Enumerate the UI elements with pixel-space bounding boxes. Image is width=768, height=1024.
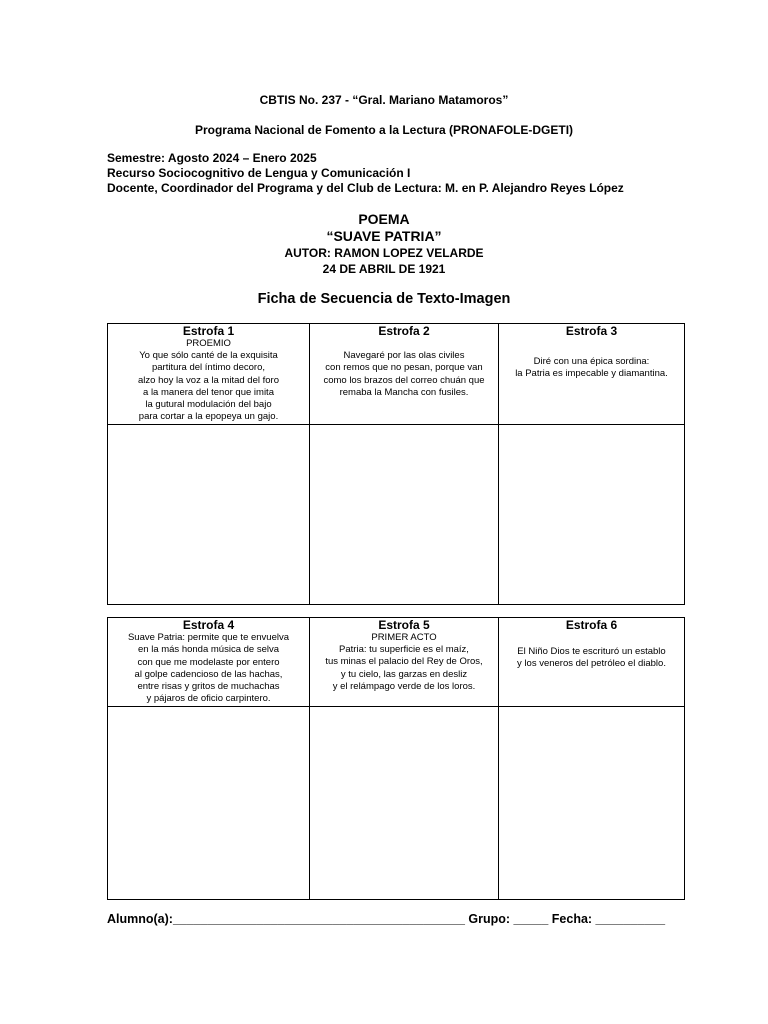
stanza-text: El Niño Dios te escrituró un establo y los veneros del petróleo el diablo. (517, 646, 666, 670)
stanza-text: Yo que sólo canté de la exquisita partitura del íntimo decoro, alzo hoy la voz a la mitad del foro a la manera del tenor que imita la gutural modulación del bajo para cortar a la epopeya un gajo. (138, 350, 279, 423)
school-name: CBTIS No. 237 - “Gral. Mariano Matamoros” (259, 93, 509, 107)
stanza-subheading: PRIMER ACTO (371, 632, 437, 643)
stanza-text: Diré con una épica sordina: la Patria es impecable y diamantina. (515, 356, 668, 380)
stanza-cell-2 (310, 324, 499, 425)
stanza-heading: Estrofa 1 (182, 324, 235, 338)
stanza-table-top (107, 323, 685, 605)
student-info-line[interactable]: Alumno(a):__________________________________________ Grupo: _____ Fecha: __________ (107, 912, 666, 926)
drawing-box-1[interactable] (108, 424, 310, 604)
stanza-text: Patria: tu superficie es el maíz, tus minas el palacio del Rey de Oros, y tu cielo, las garzas en desliz y el relámpago verde de los loros. (325, 644, 483, 692)
poem-date: 24 DE ABRIL DE 1921 (322, 262, 446, 276)
stanza-heading: Estrofa 6 (565, 618, 618, 632)
stanza-cell-3 (499, 324, 685, 425)
teacher-line: Docente, Coordinador del Programa y del Club de Lectura: M. en P. Alejandro Reyes López (107, 181, 624, 195)
poem-label: POEMA (358, 211, 410, 227)
semester-line: Semestre: Agosto 2024 – Enero 2025 (107, 151, 317, 165)
stanza-cell-1 (108, 324, 310, 425)
drawing-box-6[interactable] (499, 706, 685, 899)
resource-line: Recurso Sociocognitivo de Lengua y Comunicación I (107, 166, 411, 180)
stanza-table-bottom (107, 617, 685, 900)
poem-author: AUTOR: RAMON LOPEZ VELARDE (284, 246, 484, 260)
drawing-box-4[interactable] (108, 706, 310, 899)
stanza-text: Suave Patria: permite que te envuelva en la más honda música de selva con que me modelaste por entero al golpe cadencioso de las hachas, entre risas y gritos de muchachas y pájaros de oficio carpintero. (127, 632, 290, 705)
stanza-cell-6 (499, 618, 685, 707)
sheet-title: Ficha de Secuencia de Texto-Imagen (257, 291, 511, 307)
drawing-box-5[interactable] (310, 706, 499, 899)
stanza-heading: Estrofa 2 (378, 324, 430, 338)
stanza-heading: Estrofa 3 (565, 324, 618, 338)
stanza-heading: Estrofa 5 (378, 618, 430, 632)
stanza-cell-5 (310, 618, 499, 707)
stanza-cell-4 (108, 618, 310, 707)
stanza-heading: Estrofa 4 (182, 618, 235, 632)
stanza-subheading: PROEMIO (186, 338, 231, 349)
poem-title: “SUAVE PATRIA” (326, 228, 442, 244)
stanza-text: Navegaré por las olas civiles con remos que no pesan, porque van como los brazos del correo chuán que remaba la Mancha con fusiles. (323, 350, 485, 398)
drawing-box-3[interactable] (499, 424, 685, 604)
program-name: Programa Nacional de Fomento a la Lectura (PRONAFOLE-DGETI) (194, 123, 574, 137)
drawing-box-2[interactable] (310, 424, 499, 604)
